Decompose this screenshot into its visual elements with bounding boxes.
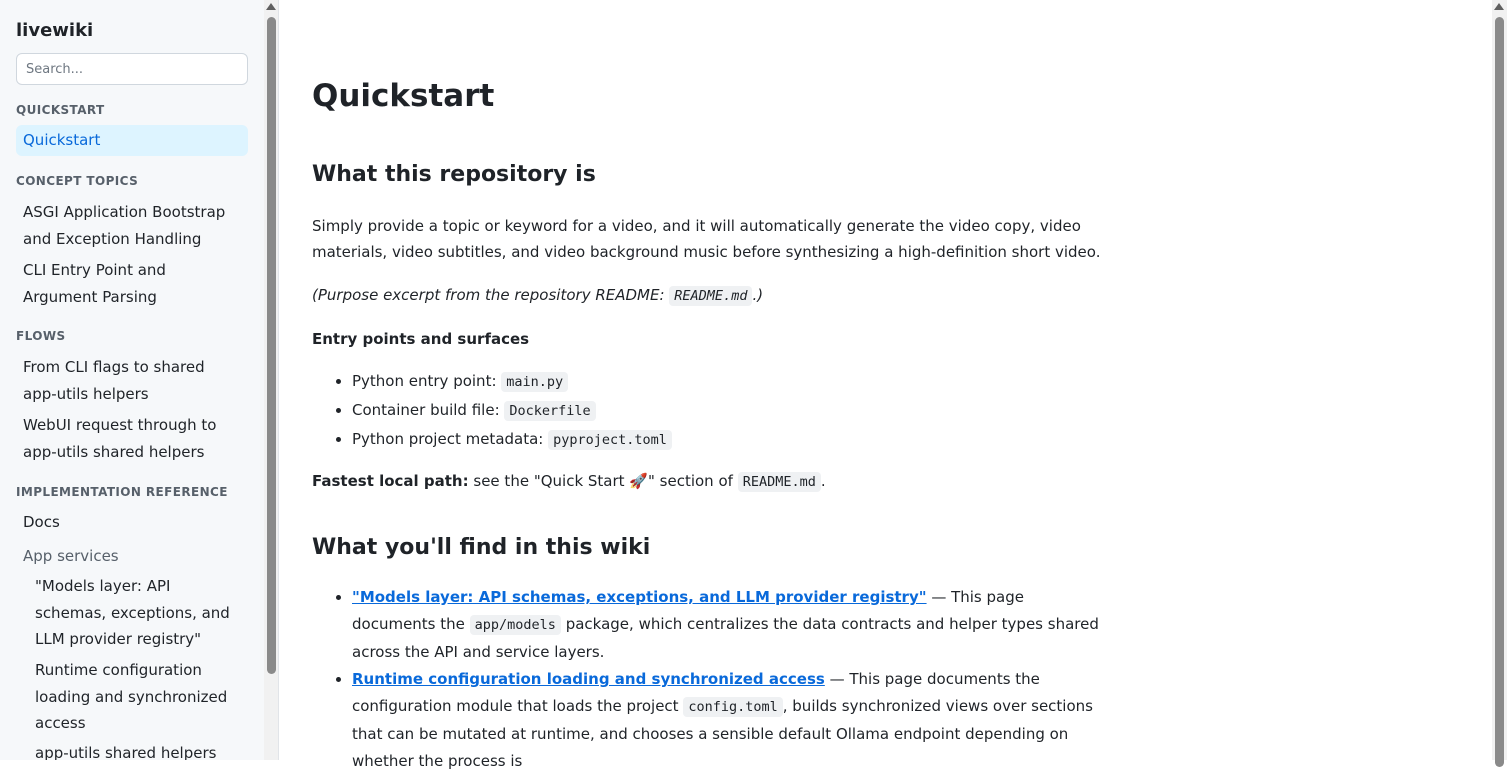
sidebar	[0, 0, 279, 760]
main-scrollbar[interactable]	[1492, 0, 1507, 760]
section-heading-flows: FLOWS	[16, 329, 66, 343]
scroll-up-arrow-icon[interactable]	[1494, 3, 1504, 10]
sidebar-scrollbar-thumb[interactable]	[267, 17, 276, 674]
sidebar-item-app-utils[interactable]: app-utils shared helpers	[35, 744, 217, 760]
sidebar-item-docs[interactable]: Docs	[23, 513, 60, 531]
sidebar-scrollbar[interactable]	[264, 0, 279, 760]
wiki-item-desc: — This page documents the configuration module that loads the project	[352, 670, 1040, 715]
purpose-suffix: .)	[752, 286, 764, 304]
list-item	[352, 367, 1102, 396]
sidebar-item-quickstart[interactable]: Quickstart	[16, 125, 248, 156]
sidebar-item-runtime-config[interactable]: Runtime configuration loading and synchronized access	[35, 661, 228, 732]
list-item	[352, 666, 1102, 775]
link-models-layer[interactable]: "Models layer: API schemas, exceptions, and LLM provider registry"	[352, 588, 927, 606]
entry-code: pyproject.toml	[548, 430, 672, 450]
section-heading-implementation-reference: IMPLEMENTATION REFERENCE	[16, 485, 228, 499]
wiki-pages-list	[312, 584, 1102, 775]
sidebar-item-cli-entry-point[interactable]: CLI Entry Point and Argument Parsing	[23, 261, 166, 306]
purpose-paragraph	[312, 282, 1102, 309]
heading-what-youll-find: What you'll find in this wiki	[312, 535, 651, 560]
entry-label: Python entry point:	[352, 372, 502, 390]
entry-code: main.py	[501, 372, 568, 392]
sidebar-item-webui-flow[interactable]: WebUI request through to app-utils shared helpers	[23, 416, 217, 461]
sidebar-content	[0, 0, 263, 760]
heading-what-this-repository-is: What this repository is	[312, 162, 596, 187]
entry-points-heading: Entry points and surfaces	[312, 330, 530, 348]
link-runtime-config[interactable]: Runtime configuration loading and synchronized access	[352, 670, 825, 688]
site-title[interactable]: livewiki	[16, 20, 94, 41]
sidebar-item-cli-flags-flow[interactable]: From CLI flags to shared app-utils helpers	[23, 358, 205, 403]
entry-code: Dockerfile	[504, 401, 595, 421]
fastest-path-text: see the "Quick Start 🚀" section of	[468, 472, 738, 490]
fastest-path-label: Fastest local path:	[312, 472, 469, 490]
list-item	[352, 396, 1102, 425]
sidebar-item-asgi-bootstrap[interactable]: ASGI Application Bootstrap and Exception Handling	[23, 203, 226, 248]
readme-code: README.md	[669, 286, 752, 306]
entry-points-list	[312, 367, 1102, 454]
section-heading-quickstart: QUICKSTART	[16, 103, 105, 117]
wiki-item-desc: — This page documents the	[352, 588, 1024, 633]
list-item	[352, 425, 1102, 454]
scroll-up-arrow-icon[interactable]	[266, 3, 276, 10]
fastest-path-code: README.md	[738, 472, 821, 492]
entry-label: Container build file:	[352, 401, 505, 419]
entry-label: Python project metadata:	[352, 430, 549, 448]
wiki-item-code: config.toml	[683, 697, 782, 717]
main-scrollbar-thumb[interactable]	[1495, 17, 1504, 767]
purpose-prefix: (Purpose excerpt from the repository README:	[312, 286, 670, 304]
sidebar-item-models-layer[interactable]: "Models layer: API schemas, exceptions, and LLM provider registry"	[35, 577, 230, 648]
intro-paragraph: Simply provide a topic or keyword for a video, and it will automatically generate the video copy, video materials, video subtitles, and video background music before synthesizing a high-definition short video.	[312, 217, 1101, 261]
sidebar-group-app-services[interactable]: App services	[23, 547, 119, 565]
fastest-path-paragraph	[312, 468, 1102, 495]
page-title: Quickstart	[312, 78, 495, 114]
section-heading-concept-topics: CONCEPT TOPICS	[16, 174, 139, 188]
wiki-item-desc: , builds synchronized views over sections that can be mutated at runtime, and chooses a sensible default Ollama endpoint depending on whether the process is	[352, 697, 1093, 770]
fastest-path-end: .	[820, 472, 826, 490]
search-input[interactable]	[16, 53, 248, 85]
list-item	[352, 584, 1102, 666]
wiki-item-code: app/models	[470, 615, 561, 635]
wiki-item-desc: package, which centralizes the data contracts and helper types shared across the API and service layers.	[352, 615, 1099, 661]
